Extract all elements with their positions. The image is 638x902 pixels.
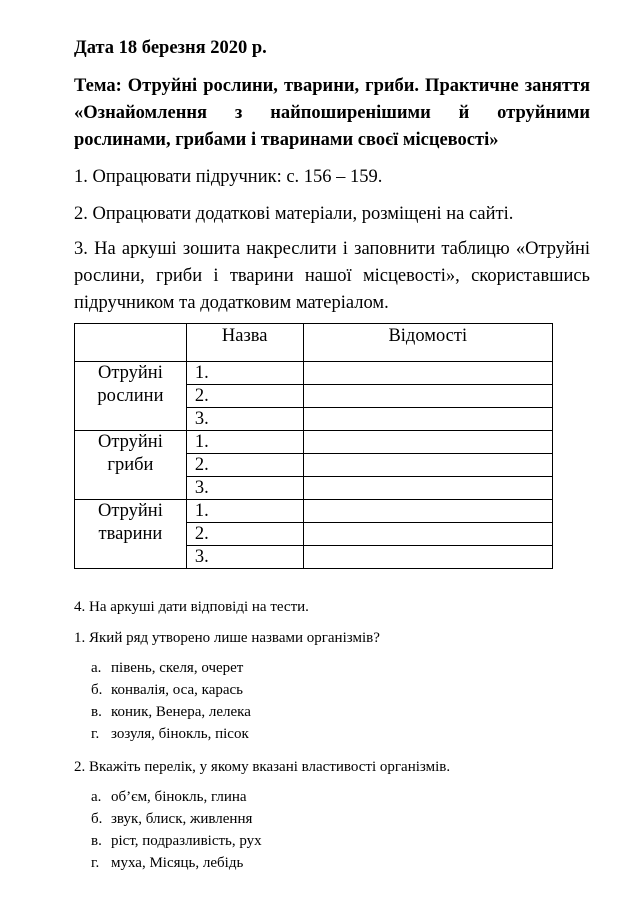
info-cell (303, 477, 552, 500)
option-mark: б. (91, 682, 103, 698)
info-cell (303, 523, 552, 546)
list-item (74, 786, 590, 808)
info-cell (303, 454, 552, 477)
info-cell (303, 546, 552, 569)
lesson-topic: Тема: Отруйні рослини, тварини, гриби. Практичне заняття «Ознайомлення з найпоширенішими й отруйними рослинами, грибами і тваринами своєї місцевості» (74, 76, 590, 150)
list-item (74, 808, 590, 830)
group-label-line: рослини (97, 386, 164, 406)
table-row (75, 500, 553, 523)
info-cell (303, 385, 552, 408)
row-number: 1. (186, 362, 303, 385)
question-1-options (74, 657, 590, 745)
list-item (74, 679, 590, 701)
info-cell (303, 408, 552, 431)
question-2-options (74, 786, 590, 874)
table-header-row (75, 324, 553, 362)
row-number: 3. (186, 546, 303, 569)
group-label-mushrooms (75, 431, 187, 500)
task-2: 2. Опрацювати додаткові матеріали, розміщені на сайті. (74, 204, 514, 224)
question-1: 1. Який ряд утворено лише назвами організмів? (74, 630, 380, 646)
task-1: 1. Опрацювати підручник: с. 156 – 159. (74, 167, 383, 187)
option-mark: г. (91, 726, 100, 742)
row-number: 2. (186, 454, 303, 477)
list-item (74, 657, 590, 679)
option-text: зозуля, бінокль, пісок (111, 726, 249, 742)
list-item (74, 830, 590, 852)
row-number: 1. (186, 431, 303, 454)
table-header-info: Відомості (303, 324, 552, 362)
task-3: 3. На аркуші зошита накреслити і заповнити таблицю «Отруйні рослини, гриби і тварини нашої місцевості», скориставшись підручником та додатковим матеріалом. (74, 239, 590, 313)
lesson-date: Дата 18 березня 2020 р. (74, 38, 267, 58)
group-label-line: Отруйні (97, 363, 163, 383)
option-mark: в. (91, 833, 102, 849)
option-mark: г. (91, 855, 100, 871)
option-text: конвалія, оса, карась (111, 682, 244, 698)
list-item (74, 701, 590, 723)
option-mark: в. (91, 704, 102, 720)
list-item (74, 723, 590, 745)
row-number: 1. (186, 500, 303, 523)
option-mark: б. (91, 811, 103, 827)
info-cell (303, 431, 552, 454)
option-text: звук, блиск, живлення (111, 811, 253, 827)
row-number: 2. (186, 523, 303, 546)
info-cell (303, 500, 552, 523)
option-text: коник, Венера, лелека (111, 704, 251, 720)
option-text: муха, Місяць, лебідь (111, 855, 244, 871)
table-header-empty (75, 324, 187, 362)
group-label-line: гриби (107, 455, 154, 475)
document-page (74, 38, 590, 874)
option-text: півень, скеля, очерет (111, 660, 244, 676)
row-number: 3. (186, 408, 303, 431)
poison-table (74, 323, 553, 569)
group-label-animals (75, 500, 187, 569)
list-item (74, 852, 590, 874)
table-row (75, 431, 553, 454)
row-number: 3. (186, 477, 303, 500)
option-mark: а. (91, 660, 102, 676)
option-text: ріст, подразливість, рух (111, 833, 262, 849)
group-label-line: Отруйні (97, 501, 163, 521)
group-label-plants (75, 362, 187, 431)
row-number: 2. (186, 385, 303, 408)
table-header-name: Назва (186, 324, 303, 362)
option-mark: а. (91, 789, 102, 805)
option-text: об’єм, бінокль, глина (111, 789, 247, 805)
info-cell (303, 362, 552, 385)
group-label-line: тварини (98, 524, 163, 544)
group-label-line: Отруйні (97, 432, 163, 452)
tests-intro: 4. На аркуші дати відповіді на тести. (74, 599, 309, 615)
table-row (75, 362, 553, 385)
question-2: 2. Вкажіть перелік, у якому вказані властивості організмів. (74, 759, 451, 775)
